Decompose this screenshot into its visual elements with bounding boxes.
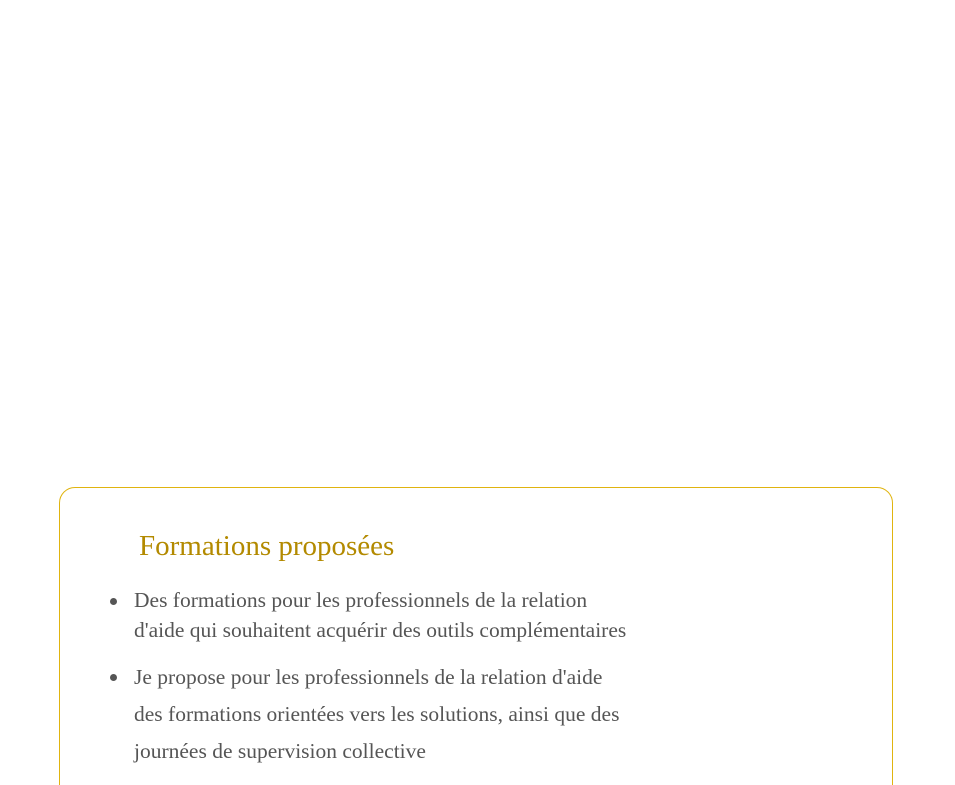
formations-card (59, 487, 893, 785)
list-item (110, 586, 630, 645)
list-item-text: Des formations pour les professionnels de la relation d'aide qui souhaitent acquérir des outils complémentaires (134, 588, 627, 642)
formations-list (110, 586, 630, 770)
list-item (110, 659, 630, 770)
bullet-icon (110, 674, 117, 681)
section-title: Formations proposées (139, 530, 395, 562)
bullet-icon (110, 598, 117, 605)
list-item-text: Je propose pour les professionnels de la relation d'aide des formations orientées vers les solutions, ainsi que des journées de supervision collective (134, 665, 620, 763)
